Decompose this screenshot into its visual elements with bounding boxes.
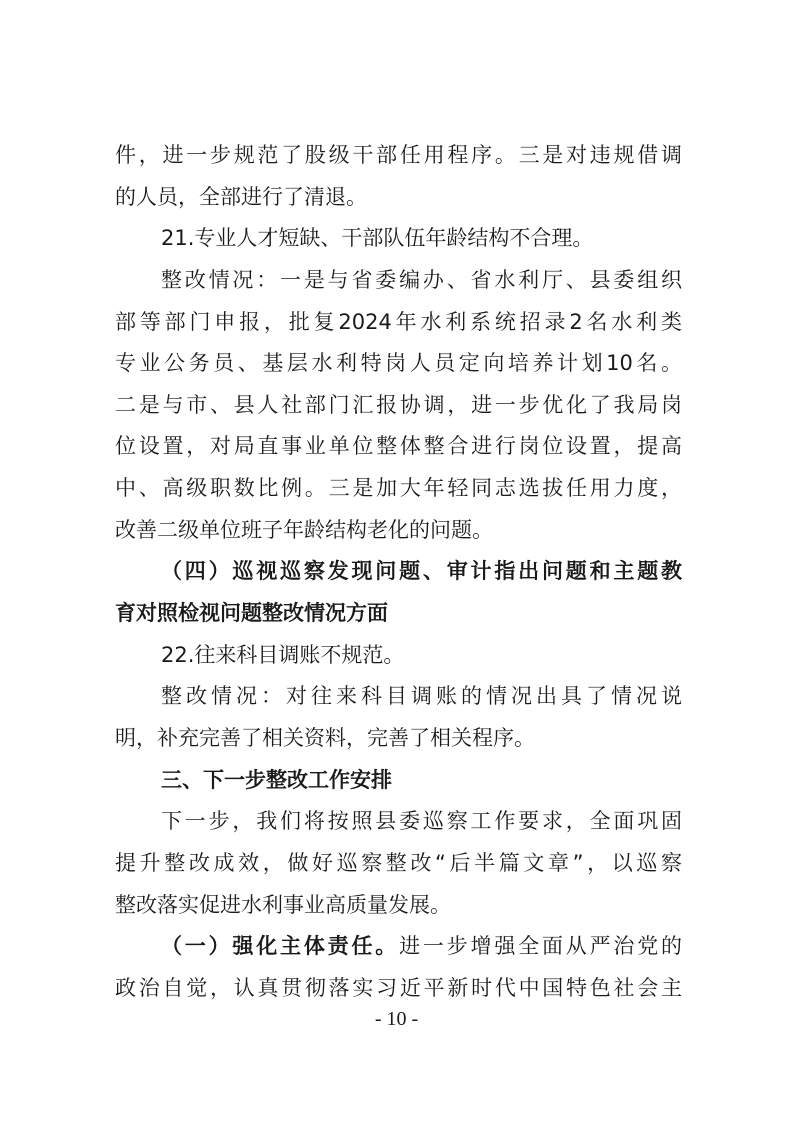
page-number: - 10 - — [374, 1008, 419, 1030]
line-text: 明，补充完善了相关资料，完善了相关程序。 — [115, 725, 535, 750]
text-line — [115, 429, 682, 471]
line-text: 21.专业人才短缺、干部队伍年龄结构不合理。 — [161, 226, 594, 251]
line-text: 整改情况：对往来科目调账的情况出具了情况说 — [161, 684, 682, 709]
text-line — [115, 513, 682, 555]
line-text: 三、下一步整改工作安排 — [161, 767, 392, 792]
line-text: 中、高级职数比例。三是加大年轻同志选拔任用力度， — [115, 476, 682, 501]
text-line — [115, 263, 682, 305]
line-text: 的人员，全部进行了清退。 — [115, 184, 367, 209]
text-line — [115, 888, 682, 930]
text-line — [115, 804, 682, 846]
line-text: 二是与市、县人社部门汇报协调，进一步优化了我局岗 — [115, 392, 682, 417]
text-line — [115, 929, 682, 971]
text-line — [115, 346, 682, 388]
text-line — [115, 971, 682, 1013]
text-line — [115, 180, 682, 222]
line-text: 整改落实促进水利事业高质量发展。 — [115, 892, 451, 917]
line-text: 下一步，我们将按照县委巡察工作要求，全面巩固 — [161, 809, 682, 834]
heading-line — [115, 763, 682, 805]
line-text: 提升整改成效，做好巡察整改“后半篇文章”，以巡察 — [115, 850, 682, 875]
line-text: 位设置，对局直事业单位整体整合进行岗位设置，提高 — [115, 434, 682, 459]
line-text: 件，进一步规范了股级干部任用程序。三是对违规借调 — [115, 143, 682, 167]
text-line — [115, 305, 682, 347]
text-line — [115, 679, 682, 721]
line-text: 22.往来科目调账不规范。 — [161, 642, 405, 667]
line-text: 政治自觉，认真贯彻落实习近平新时代中国特色社会主 — [115, 975, 682, 1000]
line-text: 部等部门申报，批复2024年水利系统招录2名水利类 — [115, 309, 682, 334]
heading-line — [115, 596, 682, 638]
text-line — [115, 721, 682, 763]
text-line — [115, 138, 682, 180]
text-line — [115, 388, 682, 430]
line-text: 进一步增强全面从严治党的 — [399, 934, 683, 959]
line-text: （四）巡视巡察发现问题、审计指出问题和主题教 — [161, 559, 682, 584]
line-text: 改善二级单位班子年龄结构老化的问题。 — [115, 517, 493, 542]
lead-phrase: （一）强化主体责任。 — [161, 934, 400, 959]
line-text: 育对照检视问题整改情况方面 — [115, 601, 388, 626]
text-line — [115, 846, 682, 888]
text-line — [115, 221, 682, 263]
heading-line — [115, 554, 682, 596]
text-line — [115, 638, 682, 680]
text-line — [115, 471, 682, 513]
line-text: 整改情况：一是与省委编办、省水利厅、县委组织 — [161, 267, 682, 292]
line-text: 专业公务员、基层水利特岗人员定向培养计划10名。 — [115, 351, 682, 376]
document-body — [115, 138, 682, 1012]
